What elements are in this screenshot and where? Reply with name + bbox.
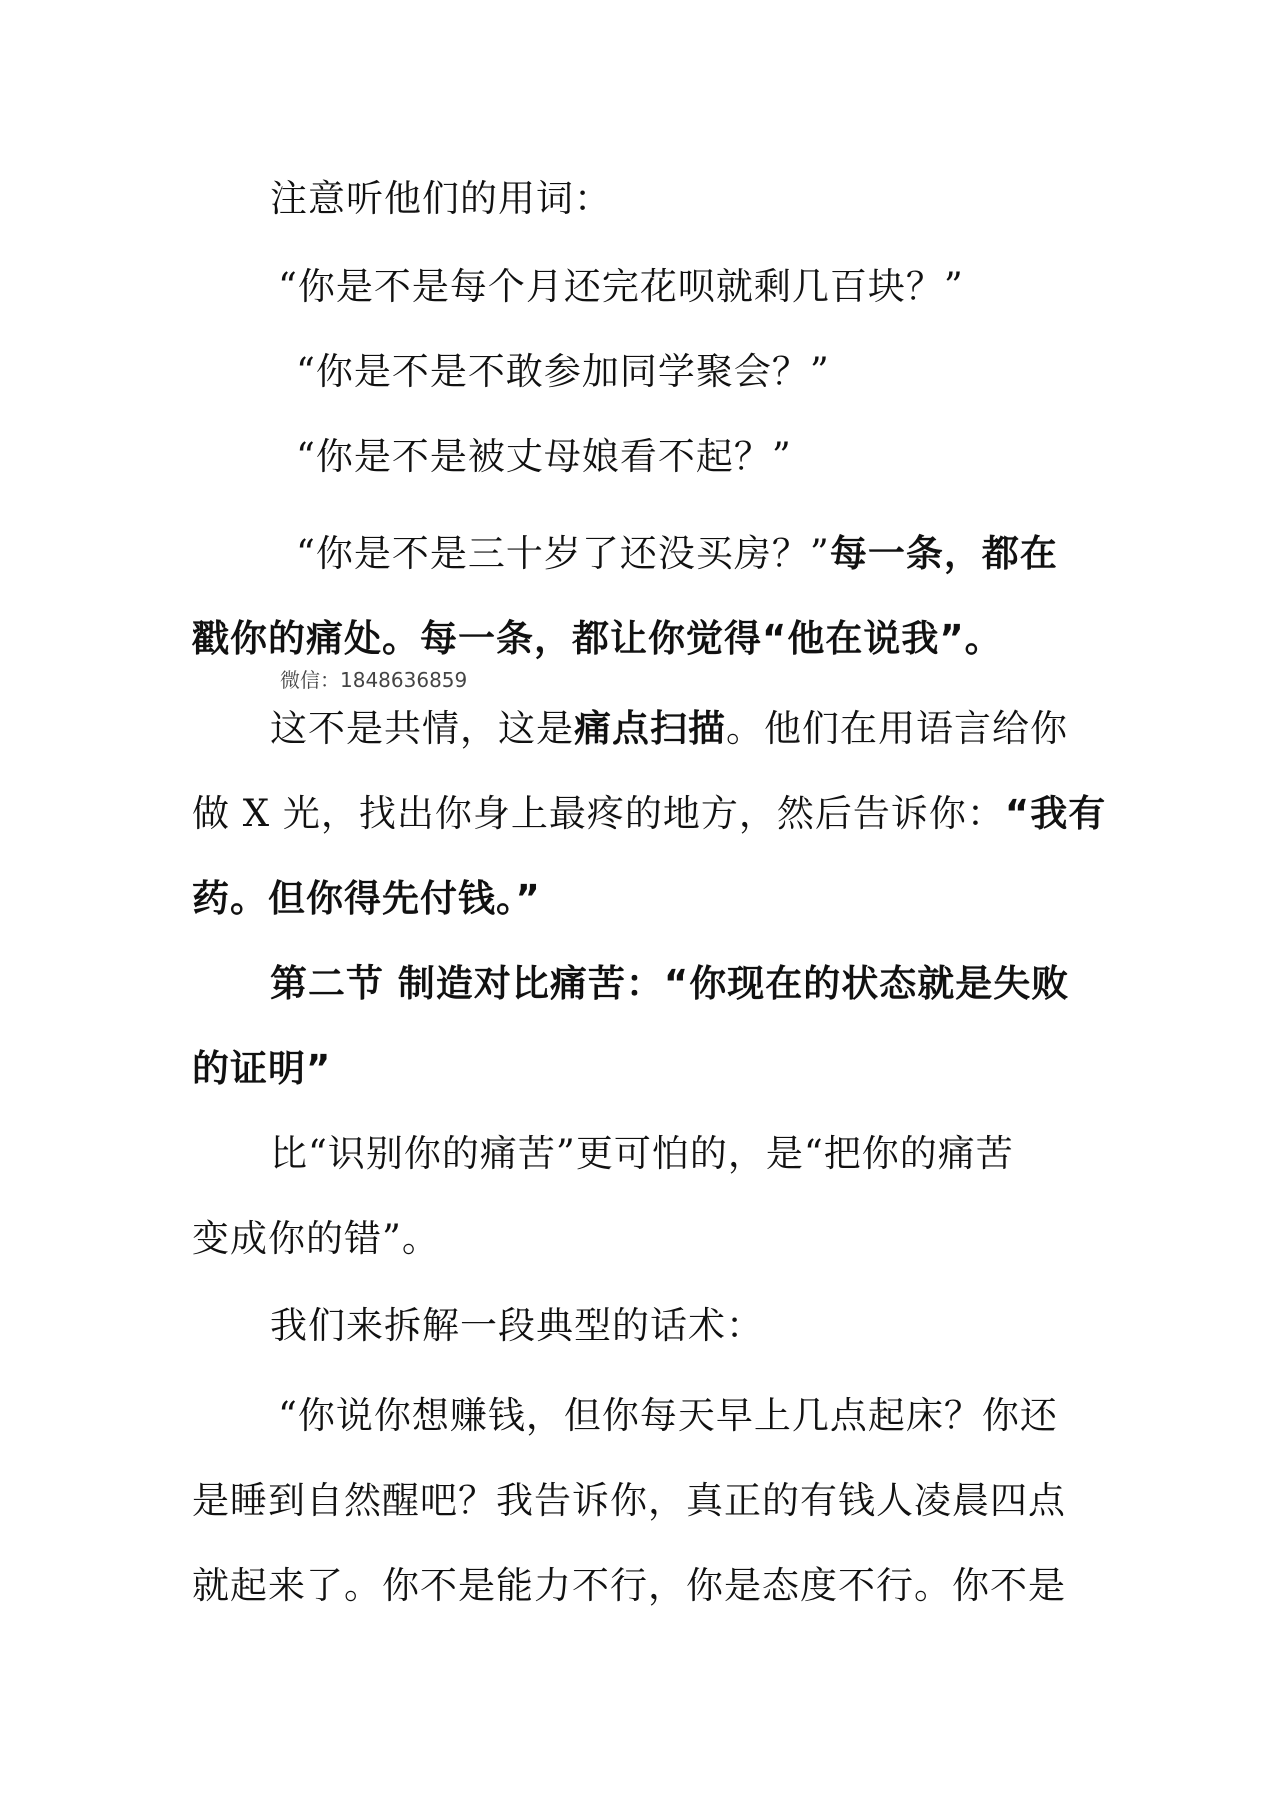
text-compare-cont: 变成你的错”。 bbox=[192, 1217, 440, 1260]
text-script-1: “你说你想赚钱，但你每天早上几点起床？你还 bbox=[278, 1394, 1058, 1437]
paragraph-script-2 bbox=[192, 1477, 1066, 1525]
quote-house bbox=[296, 530, 1058, 578]
paragraph-xray bbox=[192, 790, 1106, 838]
text-quote-mother-in-law: “你是不是被丈母娘看不起？” bbox=[296, 435, 792, 478]
paragraph-intro bbox=[270, 175, 612, 223]
text-empathy-end: 。他们在用语言给你 bbox=[726, 707, 1068, 750]
text-script-3: 就起来了。你不是能力不行，你是态度不行。你不是 bbox=[192, 1564, 1066, 1607]
paragraph-compare-cont bbox=[192, 1215, 440, 1263]
text-section-heading-cont: 的证明” bbox=[192, 1047, 332, 1090]
paragraph-compare bbox=[270, 1130, 1014, 1178]
quote-reunion bbox=[296, 348, 830, 396]
text-intro: 注意听他们的用词： bbox=[270, 177, 612, 220]
text-bold-pain: 戳你的痛处。每一条，都让你觉得“他在说我”。 bbox=[192, 617, 1003, 660]
text-script-2: 是睡到自然醒吧？我告诉你，真正的有钱人凌晨四点 bbox=[192, 1479, 1066, 1522]
text-medicine: 药。但你得先付钱。” bbox=[192, 877, 541, 920]
text-quote-reunion: “你是不是不敢参加同学聚会？” bbox=[296, 350, 830, 393]
text-compare: 比“识别你的痛苦”更可怕的，是“把你的痛苦 bbox=[270, 1132, 1014, 1175]
section-heading bbox=[270, 960, 1069, 1008]
paragraph-script-3 bbox=[192, 1562, 1066, 1610]
bold-every-one: 每一条，都在 bbox=[829, 532, 1058, 575]
paragraph-empathy bbox=[270, 705, 1068, 753]
text-xray: 做 X 光，找出你身上最疼的地方，然后告诉你： bbox=[192, 792, 1005, 835]
wechat-watermark bbox=[280, 667, 467, 693]
text-quote-huabei: “你是不是每个月还完花呗就剩几百块？” bbox=[278, 265, 964, 308]
text-dissect: 我们来拆解一段典型的话术： bbox=[270, 1304, 764, 1347]
bold-medicine-line bbox=[192, 875, 541, 923]
text-section-heading: 第二节 制造对比痛苦：“你现在的状态就是失败 bbox=[270, 962, 1070, 1005]
bold-pain-scan: 痛点扫描 bbox=[574, 707, 726, 750]
section-heading-cont bbox=[192, 1045, 331, 1093]
bold-i-have: “我有 bbox=[1004, 792, 1107, 835]
quote-huabei bbox=[278, 263, 964, 311]
paragraph-script-1 bbox=[278, 1392, 1058, 1440]
quote-mother-in-law bbox=[296, 433, 792, 481]
paragraph-dissect bbox=[270, 1302, 764, 1350]
bold-pain-line bbox=[192, 615, 1003, 663]
text-quote-house: “你是不是三十岁了还没买房？” bbox=[296, 532, 830, 575]
text-wechat: 微信：1848636859 bbox=[280, 668, 468, 692]
text-empathy-start: 这不是共情，这是 bbox=[270, 707, 574, 750]
